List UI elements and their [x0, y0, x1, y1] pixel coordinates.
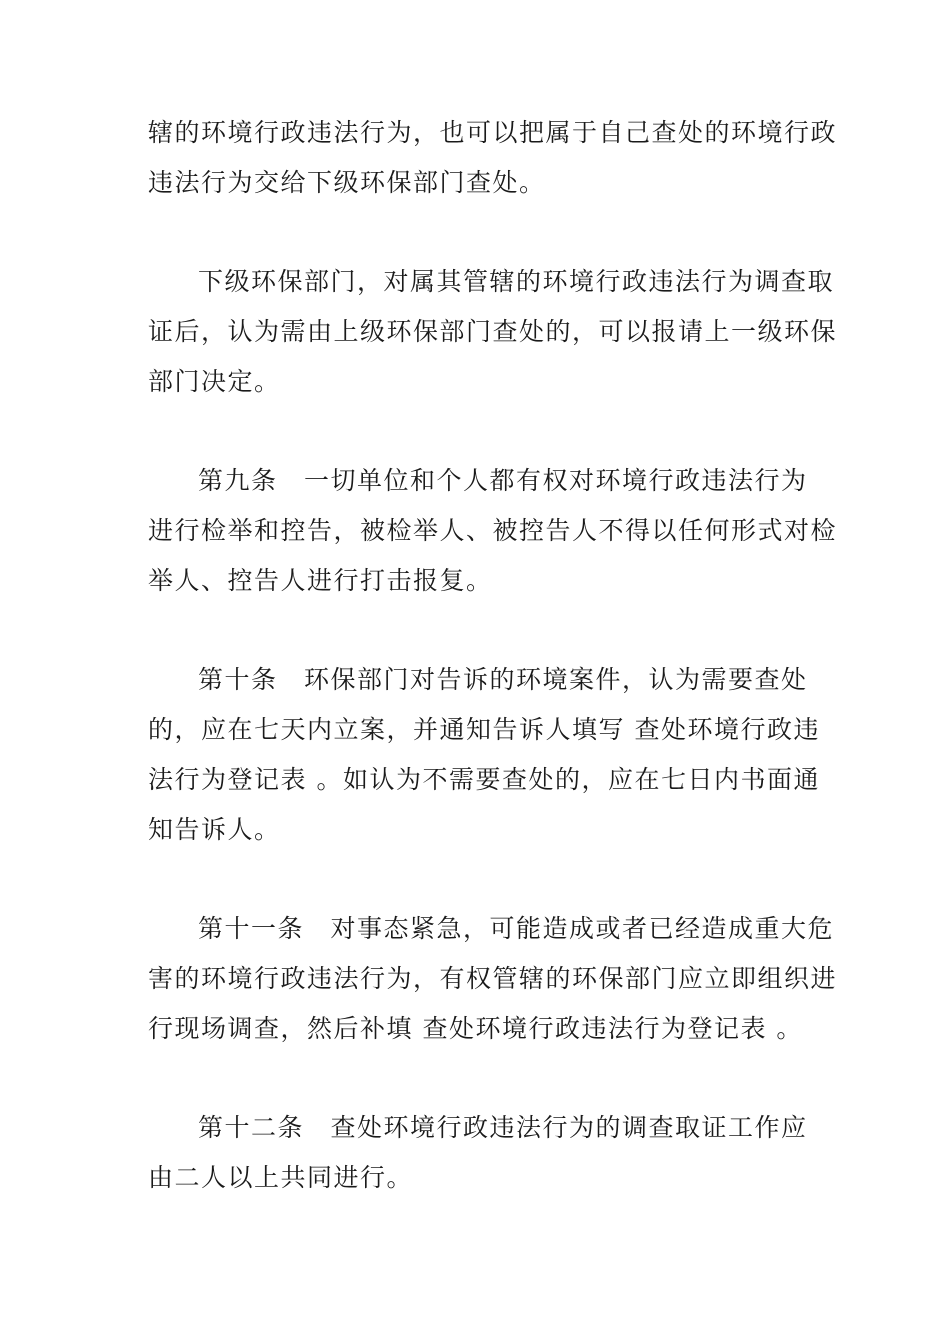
- article-11-line-3: 行现场调查，然后补填 查处环境行政违法行为登记表 。: [148, 1014, 803, 1043]
- article-9-line-2: 进行检举和控告，被检举人、被控告人不得以任何形式对检: [148, 516, 838, 545]
- paragraph-1-line-2: 违法行为交给下级环保部门查处。: [148, 168, 546, 197]
- paragraph-1-line-1: 辖的环境行政违法行为，也可以把属于自己查处的环境行政: [148, 118, 838, 147]
- article-9-line-3: 举人、控告人进行打击报复。: [148, 566, 493, 595]
- article-9-line-1: 第九条 一切单位和个人都有权对环境行政违法行为: [198, 466, 808, 495]
- article-12-line-2: 由二人以上共同进行。: [148, 1163, 414, 1192]
- article-10-line-4: 知告诉人。: [148, 815, 281, 844]
- article-12-line-1: 第十二条 查处环境行政违法行为的调查取证工作应: [198, 1113, 808, 1142]
- article-10-line-1: 第十条 环保部门对告诉的环境案件，认为需要查处: [198, 665, 808, 694]
- paragraph-2-line-3: 部门决定。: [148, 367, 281, 396]
- article-10-line-3: 法行为登记表 。如认为不需要查处的，应在七日内书面通: [148, 765, 820, 794]
- article-10-line-2: 的，应在七天内立案，并通知告诉人填写 查处环境行政违: [148, 715, 820, 744]
- article-11-line-1: 第十一条 对事态紧急，可能造成或者已经造成重大危: [198, 914, 835, 943]
- paragraph-2-line-2: 证后，认为需由上级环保部门查处的，可以报请上一级环保: [148, 317, 838, 346]
- article-11-line-2: 害的环境行政违法行为，有权管辖的环保部门应立即组织进: [148, 964, 838, 993]
- paragraph-2-line-1: 下级环保部门，对属其管辖的环境行政违法行为调查取: [198, 267, 835, 296]
